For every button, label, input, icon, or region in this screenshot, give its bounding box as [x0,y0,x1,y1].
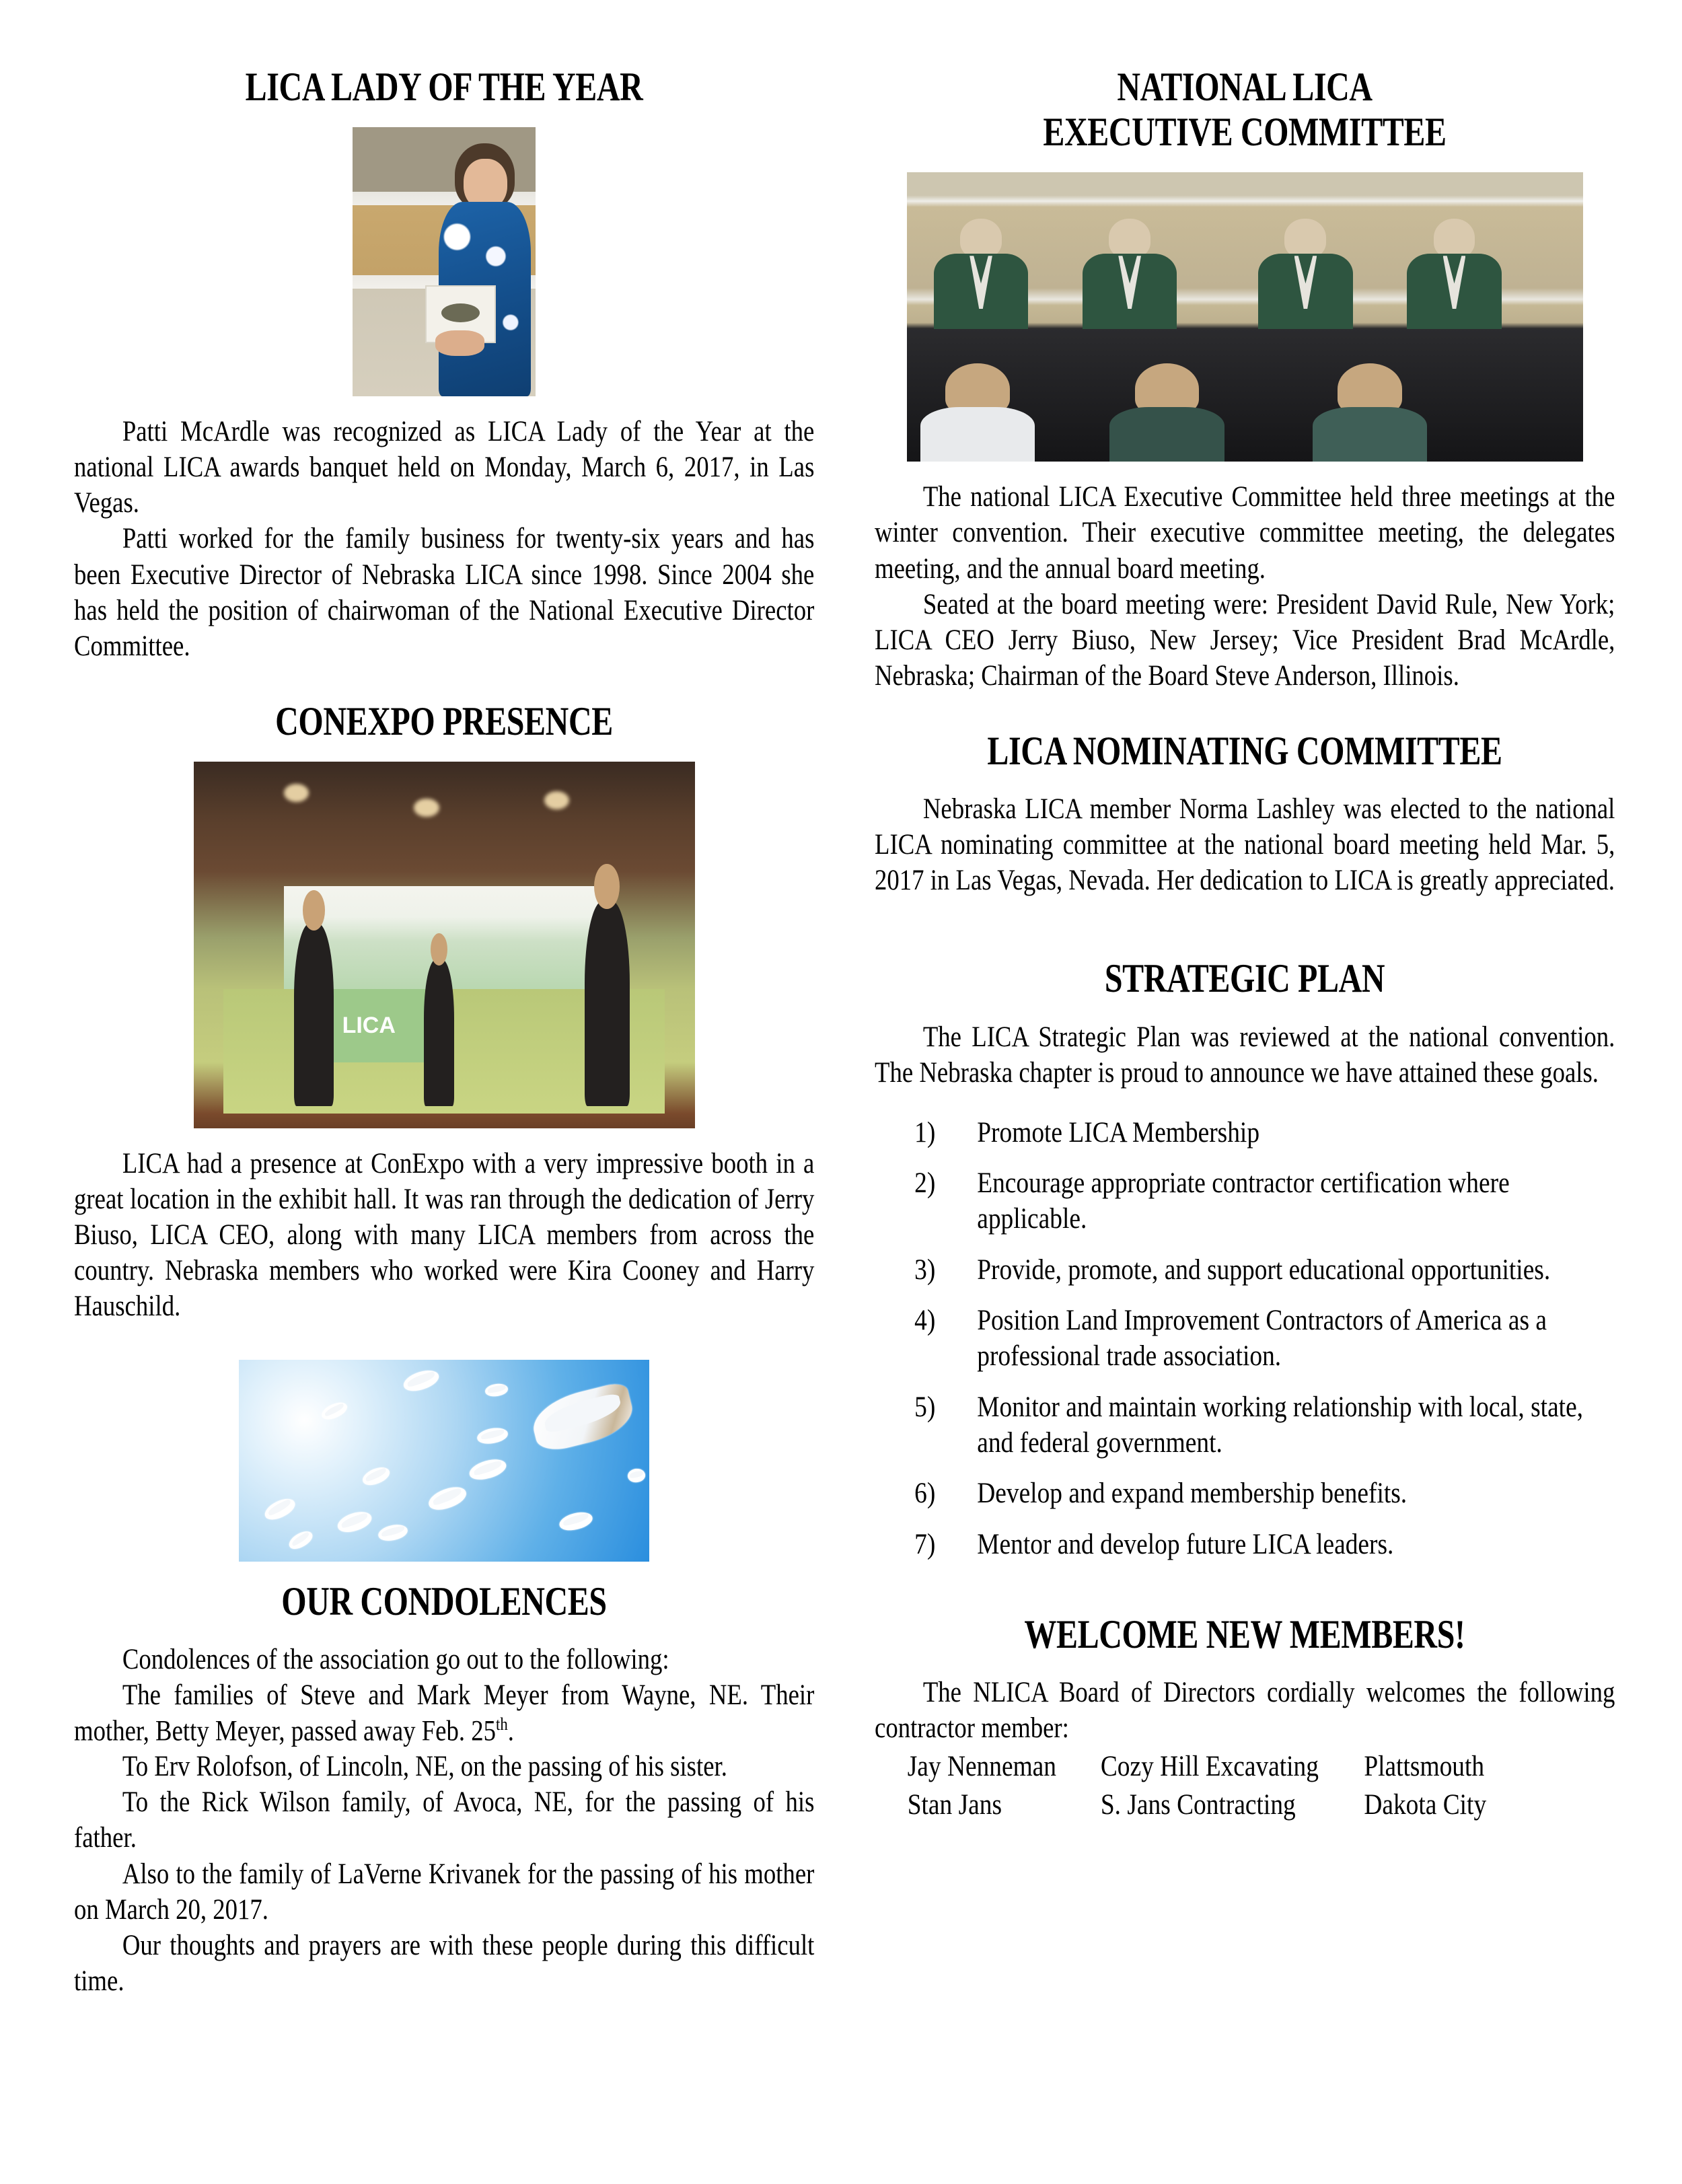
photo-detail-lica-booth-sign: LICA [303,989,434,1062]
photo-executive-committee [907,172,1583,462]
section-lica-nominating-committee [875,729,1615,898]
body-our-condolences [74,1642,814,1999]
member-name: Jay Nenneman [907,1751,1056,1783]
list-item: Mentor and develop future LICA leaders. [977,1528,1394,1560]
table-new-members [875,1749,1615,1825]
member-company: Cozy Hill Excavating [1100,1751,1319,1783]
heading-our-condolences: OUR CONDOLENCES [281,1578,607,1624]
list-item: Encourage appropriate contractor certification where applicable. [977,1167,1510,1235]
section-strategic-plan [875,956,1615,1562]
left-column [74,65,814,1999]
paragraph: Patti worked for the family business for twenty-six years and has been Executive Director of Nebraska LICA since 1998. Since 2004 she has held the position of chairwoman of the National Executive Director Committee. [74,523,815,662]
section-national-lica-executive-committee [875,65,1615,694]
table-row [875,1787,1615,1825]
member-city: Dakota City [1364,1789,1487,1821]
paragraph: To Erv Rolofson, of Lincoln, NE, on the passing of his sister. [122,1751,727,1783]
paragraph: Our thoughts and prayers are with these people during this difficult time. [74,1929,815,1997]
paragraph: Patti McArdle was recognized as LICA Lady of the Year at the national LICA awards banquet held on Monday, March 6, 2017, in Las Vegas. [74,416,815,519]
photo-patti-mcardle [353,127,536,396]
paragraph: To the Rick Wilson family, of Avoca, NE, for the passing of his father. [74,1786,815,1854]
section-welcome-new-members [875,1612,1615,1825]
heading-conexpo-presence: CONEXPO PRESENCE [275,698,613,743]
body-lica-lady-of-the-year [74,414,814,664]
table-row [875,1749,1615,1787]
heading-lica-lady-of-the-year: LICA LADY OF THE YEAR [245,65,643,109]
paragraph-text: The families of Steve and Mark Meyer from Wayne, NE. Their mother, Betty Meyer, passed away Feb. 25 [74,1679,815,1747]
list-item: Monitor and maintain working relationship with local, state, and federal government. [977,1391,1584,1459]
list-item: Position Land Improvement Contractors of America as a professional trade association. [977,1305,1547,1373]
list-item: Provide, promote, and support educational opportunities. [977,1253,1551,1286]
paragraph-with-ordinal [74,1677,814,1749]
section-conexpo-presence [74,699,814,1325]
body-executive-committee [875,479,1615,694]
list-item: Develop and expand membership benefits. [977,1478,1407,1510]
heading-national-lica-line2: EXECUTIVE COMMITTEE [1043,110,1447,155]
ordinal-tail: . [507,1715,514,1747]
paragraph: LICA had a presence at ConExpo with a very impressive booth in a great location in the exhibit hall. It was ran through the dedication of Jerry Biuso, LICA CEO, along with many LICA members from across the country. Nebraska members who worked were Kira Cooney and Harry Hauschild. [74,1148,815,1323]
photo-conexpo-booth [194,762,695,1128]
paragraph-new-members-intro: The NLICA Board of Directors cordially welcomes the following contractor member: [875,1677,1615,1745]
member-company: S. Jans Contracting [1100,1789,1296,1821]
body-nominating-committee [875,791,1615,898]
list-item: Promote LICA Membership [977,1116,1260,1149]
photo-doves [239,1360,649,1562]
paragraph: The national LICA Executive Committee held three meetings at the winter convention. Their executive committee meeting, the delegates meeting, and the annual board meeting. [875,481,1615,585]
body-conexpo-presence [74,1146,814,1324]
section-our-condolences [74,1360,814,1999]
photo-detail-hands [435,330,484,356]
section-lica-lady-of-the-year [74,65,814,664]
paragraph: Condolences of the association go out to the following: [122,1643,669,1675]
list-strategic-goals [875,1115,1615,1562]
paragraph-strategic-plan-intro: The LICA Strategic Plan was reviewed at the national convention. The Nebraska chapter is proud to announce we have attained these goals. [875,1021,1615,1089]
paragraph: Also to the family of LaVerne Krivanek for the passing of his mother on March 20, 2017. [74,1858,815,1926]
member-name: Stan Jans [907,1789,1002,1821]
paragraph: Nebraska LICA member Norma Lashley was elected to the national LICA nominating committee at the national board meeting held Mar. 5, 2017 in Las Vegas, Nevada. Her dedication to LICA is greatly appreciated. [875,793,1615,897]
heading-welcome-new-members: WELCOME NEW MEMBERS! [1024,1611,1465,1657]
member-city: Plattsmouth [1364,1751,1485,1783]
two-column-layout [74,65,1615,1999]
paragraph: Seated at the board meeting were: President David Rule, New York; LICA CEO Jerry Biuso, New Jersey; Vice President Brad McArdle, Nebraska; Chairman of the Board Steve Anderson, Illinois. [875,588,1615,692]
right-column [875,65,1615,1825]
heading-lica-nominating-committee: LICA NOMINATING COMMITTEE [987,728,1502,773]
ordinal-suffix: th [496,1713,508,1734]
heading-strategic-plan: STRATEGIC PLAN [1104,956,1385,1001]
heading-national-lica-line1: NATIONAL LICA [1117,65,1373,109]
photo-subject-figure [447,143,536,396]
